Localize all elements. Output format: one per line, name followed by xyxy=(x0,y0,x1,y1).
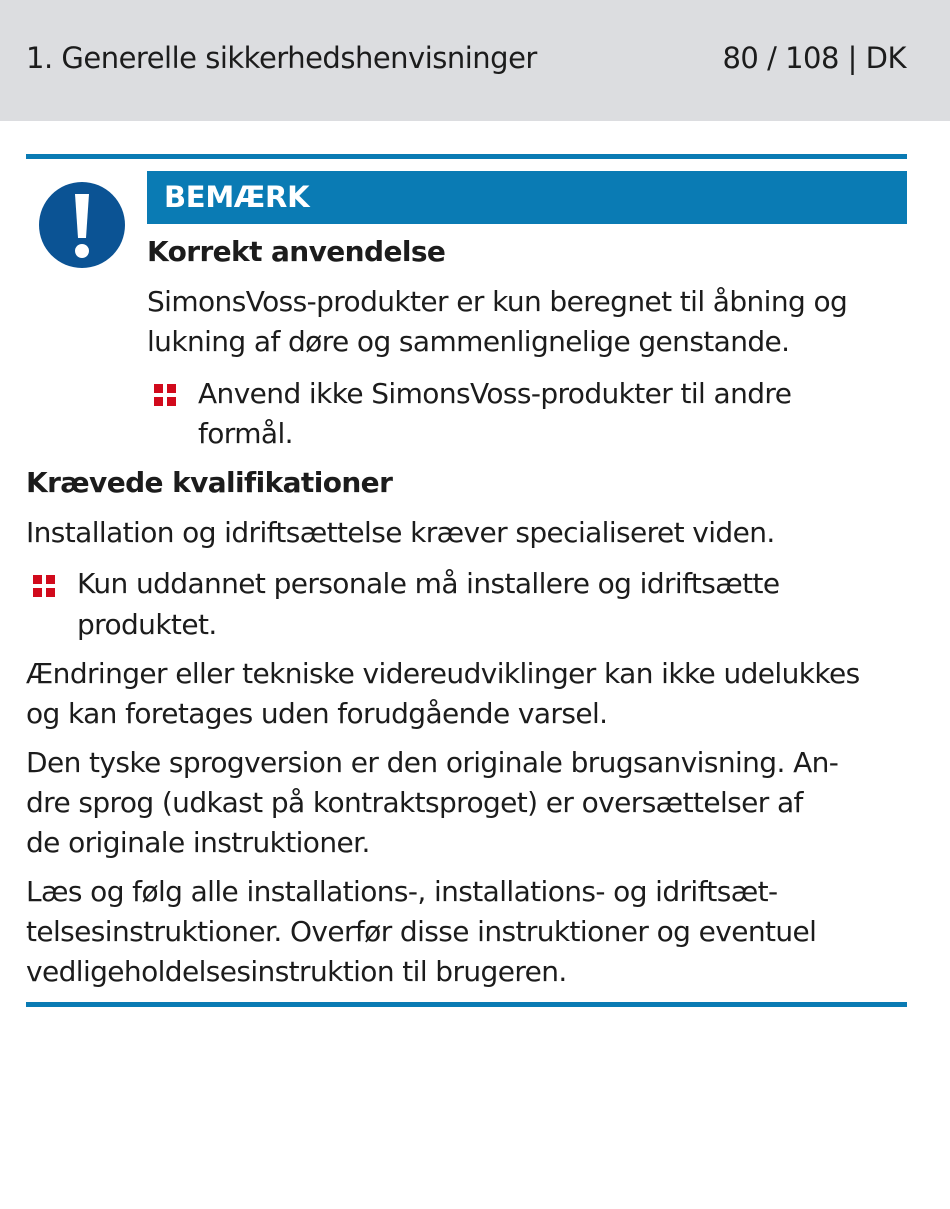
red-square-bullet-icon xyxy=(154,384,176,406)
changes-paragraph-line: og kan foretages uden forudgående varsel. xyxy=(26,697,608,730)
qualifications-heading: Krævede kvalifikationer xyxy=(26,466,393,499)
qualifications-bullet-line: produktet. xyxy=(77,608,217,641)
red-square-bullet-icon xyxy=(33,575,55,597)
qualifications-bullet-line: Kun uddannet personale må installere og idriftsætte xyxy=(77,567,780,600)
notice-bullet-line: Anvend ikke SimonsVoss-produkter til andre xyxy=(198,377,792,410)
bottom-rule xyxy=(26,1002,907,1007)
qualifications-text: Installation og idriftsættelse kræver specialiseret viden. xyxy=(26,516,775,549)
chapter-title: 1. Generelle sikkerhedshenvisninger xyxy=(26,40,537,75)
page-header xyxy=(0,0,950,121)
notice-text-line: SimonsVoss-produkter er kun beregnet til åbning og xyxy=(147,285,848,318)
notice-heading: Korrekt anvendelse xyxy=(147,235,446,268)
top-rule xyxy=(26,154,907,159)
notice-text-line: lukning af døre og sammenlignelige genstande. xyxy=(147,325,790,358)
instructions-paragraph-line: telsesinstruktioner. Overfør disse instruktioner og eventuel xyxy=(26,915,817,948)
notice-bullet-line: formål. xyxy=(198,417,293,450)
page-number: 80 / 108 | DK xyxy=(722,40,906,75)
instructions-paragraph-line: Læs og følg alle installations-, installations- og idriftsæt- xyxy=(26,875,778,908)
language-paragraph-line: de originale instruktioner. xyxy=(26,826,370,859)
language-paragraph-line: Den tyske sprogversion er den originale brugsanvisning. An- xyxy=(26,746,839,779)
exclamation-circle-icon xyxy=(35,178,129,272)
notice-label: BEMÆRK xyxy=(147,171,907,224)
language-paragraph-line: dre sprog (udkast på kontraktsproget) er oversættelser af xyxy=(26,786,803,819)
instructions-paragraph-line: vedligeholdelsesinstruktion til brugeren. xyxy=(26,955,567,988)
changes-paragraph-line: Ændringer eller tekniske videreudviklinger kan ikke udelukkes xyxy=(26,657,860,690)
